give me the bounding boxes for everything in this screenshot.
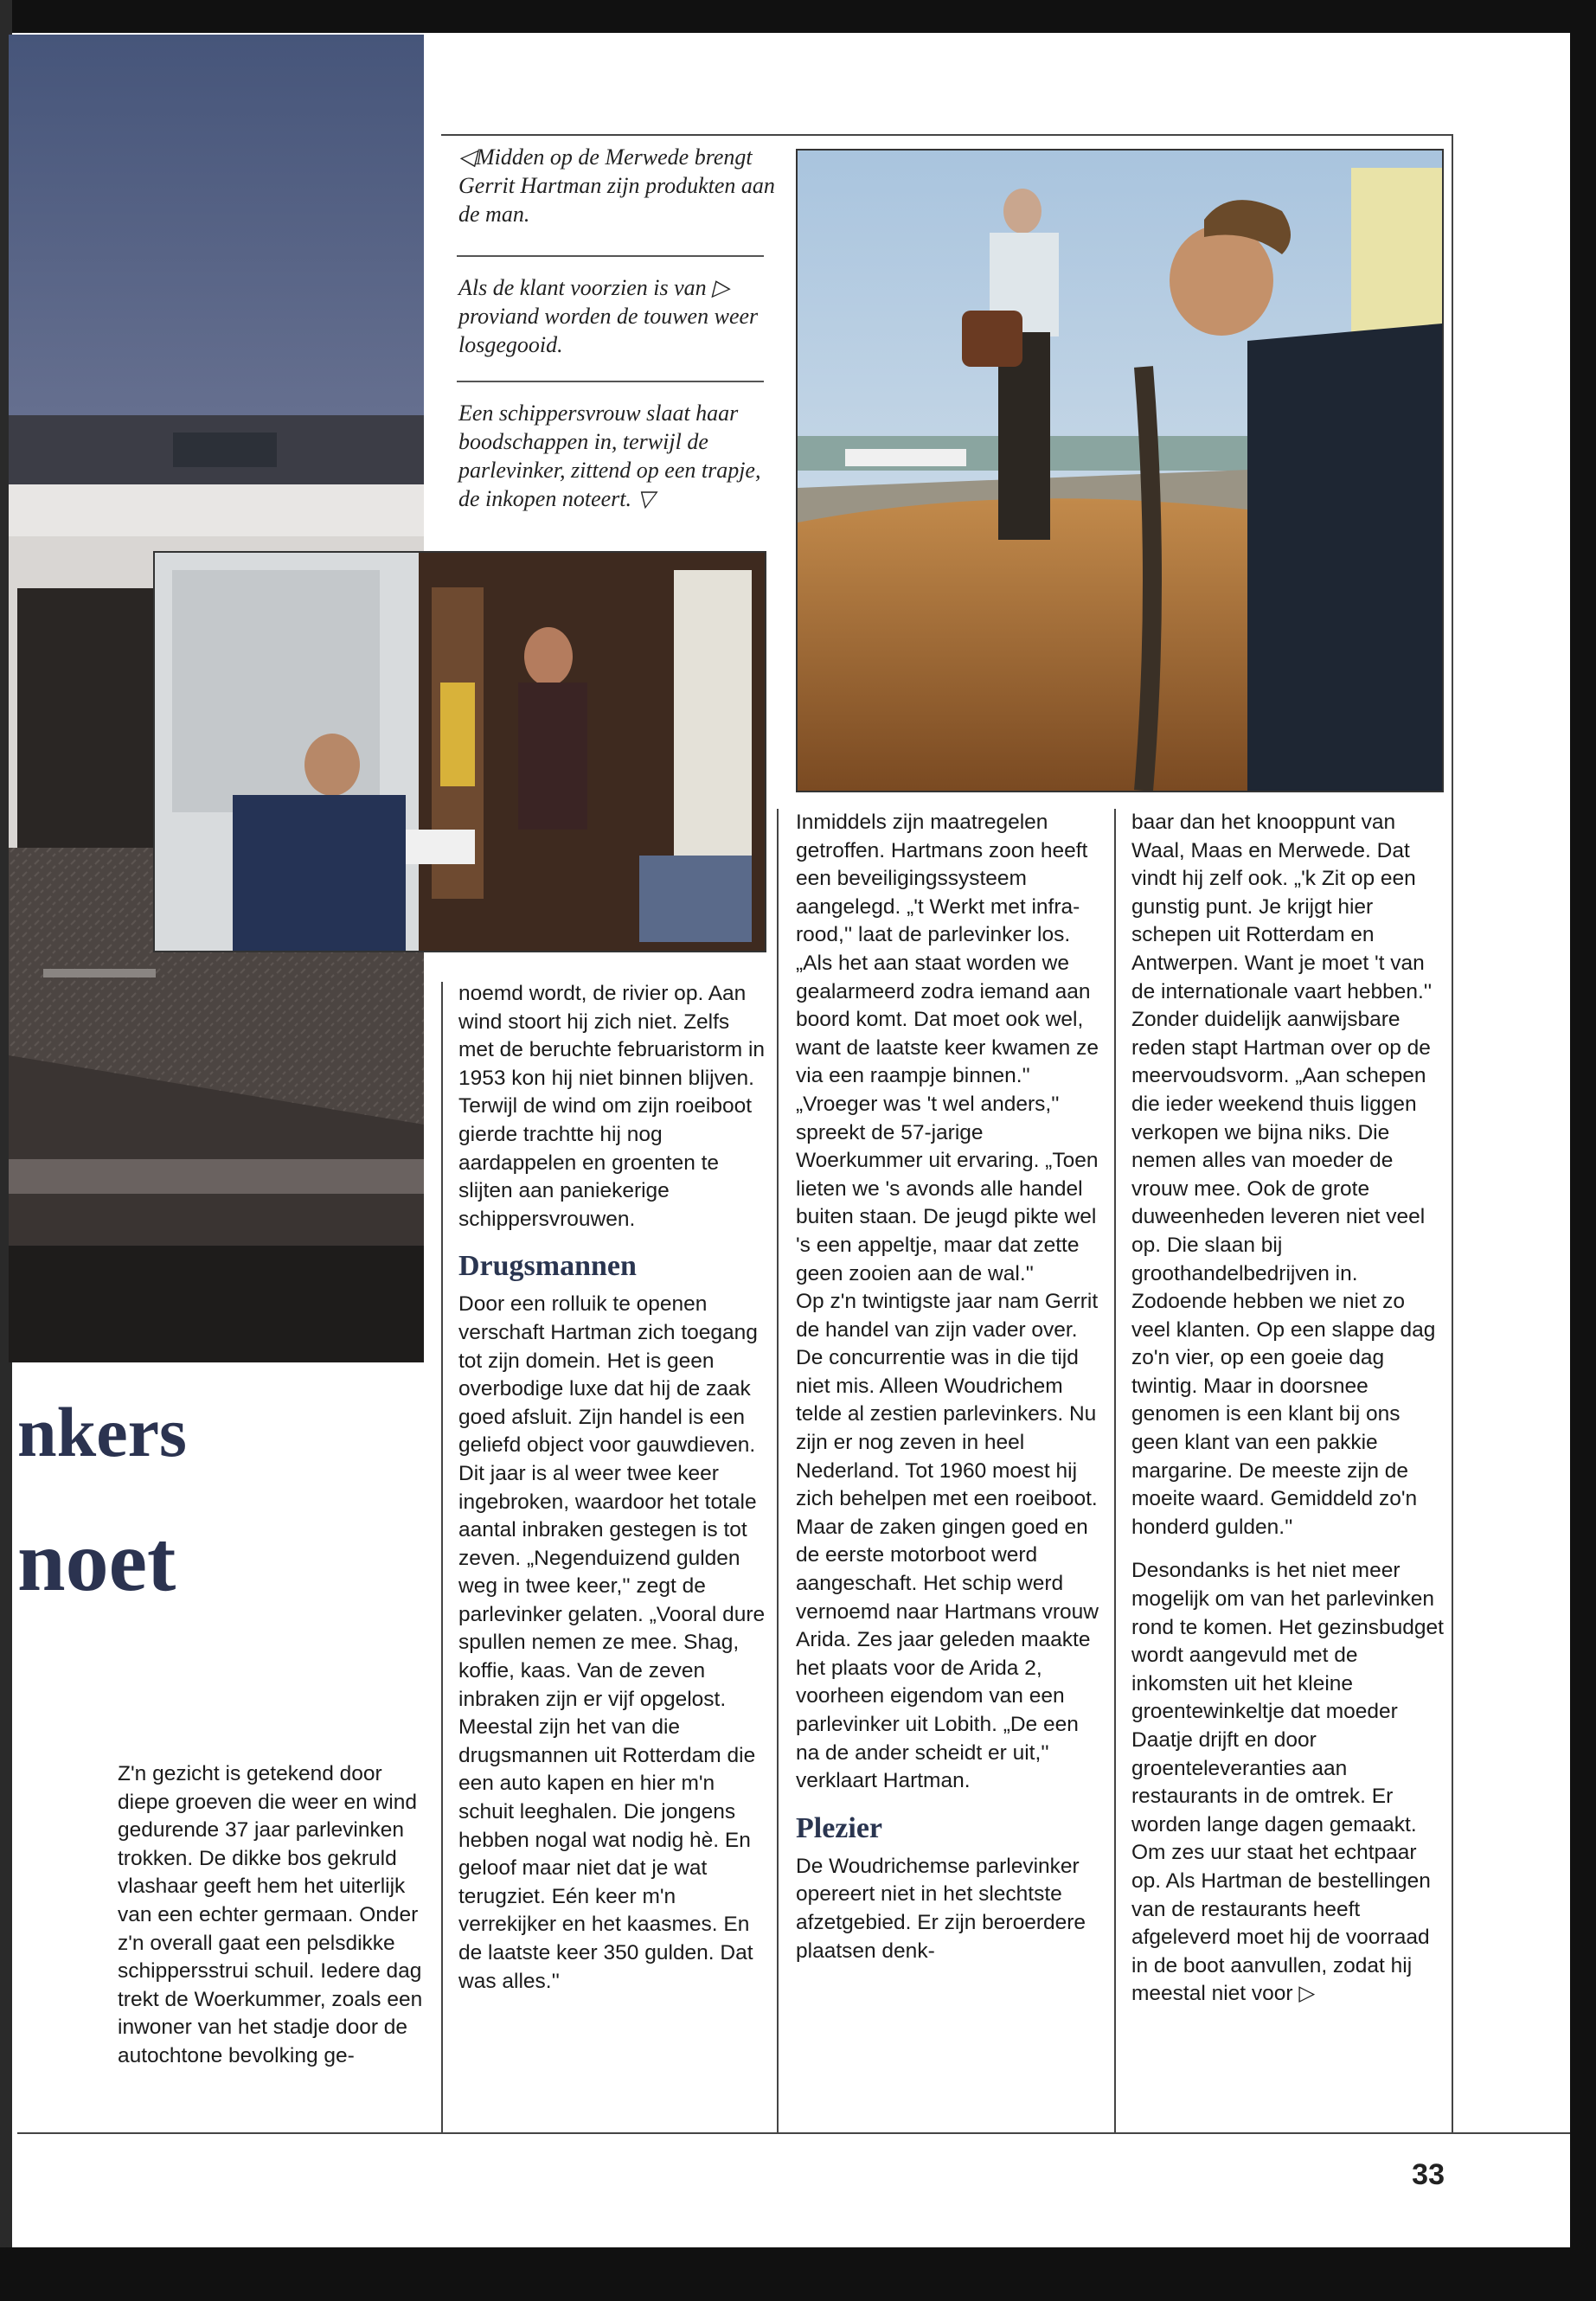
intro-text: Z'n gezicht is getekend door diepe groeven die weer en wind gedurende 37 jaar parlevinken trokken. De dikke bos gekruld vlashaar geeft hem het uiterlijk van een echter germaan. Onder z'n overall gaat een pelsdikke schippersstrui schuil. Iedere dag trekt de Woerkummer, zoals een inwoner van het stadje door de autochtone bevolking ge- — [118, 1762, 423, 2067]
caption-top: ◁Midden op de Merwede brengt Gerrit Hartman zijn produkten aan de man. — [458, 144, 775, 227]
caption-bottom: Een schippersvrouw slaat haar boodschappen in, terwijl de parlevinker, zittend op een trapje, de inkopen noteert. ▽ — [458, 401, 761, 511]
column2-paragraph-1: Inmiddels zijn maatregelen getroffen. Hartmans zoon heeft een beveiligingssysteem aangelegd. „'t Werkt met infra-rood,'' laat de parlevinker los. — [796, 811, 1088, 947]
column2-paragraph-2: „Als het aan staat worden we gealarmeerd zodra iemand aan boord komt. Dat moet ook wel, want de laatste keer kwamen ze via een raampje binnen.'' — [796, 951, 1099, 1088]
column-rule-2 — [777, 809, 779, 2132]
column-rule-3 — [1114, 809, 1116, 2132]
headline-line-1: nkers — [17, 1393, 187, 1471]
column1-paragraph-2: Door een rolluik te openen verschaft Hartman zich toegang tot zijn domein. Het is geen overbodige luxe dat hij de zaak goed afsluit. Zijn handel is een geliefd object voor gauwdieven. Dit jaar is al weer twee keer ingebroken, waardoor het totale aantal inbraken gestegen is tot zeven. „Negenduizend gulden weg in twee keer,'' zegt de parlevinker gelaten. „Vooral dure spullen nemen ze mee. Shag, koffie, kaas. Van de zeven inbraken zijn er vijf opgelost. Meestal zijn het van die drugsmannen uit Rotterdam die een auto kapen en hier m'n schuit leeghalen. Die jongens hebben nogal wat nodig hè. En geloof maar niet dat je wat terugziet. Eén keer m'n verrekijker en het kaasmes. En de laatste keer 350 gulden. Dat was alles.'' — [458, 1292, 766, 1993]
caption-middle: Als de klant voorzien is van ▷ proviand worden de touwen weer losgegooid. — [458, 275, 759, 357]
column2-paragraph-5: De Woudrichemse parlevinker opereert niet in het slechtste afzetgebied. Er zijn beroerdere plaatsen denk- — [796, 1854, 1086, 1963]
caption-divider-1 — [457, 255, 764, 257]
caption-divider-2 — [457, 381, 764, 382]
column-rule-4 — [1452, 134, 1453, 2132]
top-border — [0, 0, 1596, 33]
article-column-3 — [1131, 809, 1445, 2024]
bottom-rule — [17, 2132, 1570, 2134]
column3-paragraph-2: Desondanks is het niet meer mogelijk om van het parlevinken rond te komen. Het gezinsbudget wordt aangevuld met de inkomsten uit het kleine groentewinkeltje dat moeder Daatje drijft en door groenteleveranties aan restaurants in de omtrek. Er worden lange dagen gemaakt. Om zes uur staat het echtpaar op. Als Hartman de bestellingen van de restaurants heeft afgeleverd moet hij de voorraad in de boot aanvullen, zodat hij meestal niet voor ▷ — [1131, 1559, 1444, 2006]
column2-paragraph-3: „Vroeger was 't wel anders,'' spreekt de 57-jarige Woerkummer uit ervaring. „Toen lieten we 's avonds alle handel buiten staan. De jeugd pikte wel 's een appeltje, maar dat zette geen zooien aan de wal.'' — [796, 1092, 1099, 1285]
bottom-border — [0, 2247, 1596, 2301]
article-column-1 — [458, 980, 770, 2011]
column-rule-1 — [441, 982, 443, 2132]
column3-paragraph-1: baar dan het knooppunt van Waal, Maas en Merwede. Dat vindt hij zelf ook. „'k Zit op een gunstig punt. Je krijgt hier schepen uit Rotterdam en Antwerpen. Want je moet 't van de internationale vaart hebben.'' Zonder duidelijk aanwijsbare reden stapt Hartman over op de meervoudsvorm. „Aan schepen die ieder weekend thuis liggen verkopen we bijna niks. Die nemen alles van moeder de vrouw mee. Ook de grote duweenheden leveren niet veel op. Die slaan bij groothandelbedrijven in. Zodoende hebben we niet zo veel klanten. Op een slappe dag zo'n vier, op een goeie dag twintig. Maar in doorsnee genomen is een klant bij ons geen klant van een pakkie margarine. De meeste zijn de moeite waard. Gemiddeld zo'n honderd gulden.'' — [1131, 811, 1436, 1539]
section-heading-plezier: Plezier — [796, 1811, 883, 1844]
article-column-2 — [796, 809, 1107, 1981]
headline-line-2: noet — [17, 1513, 176, 1609]
merwede-photo-topright — [796, 149, 1444, 792]
top-rule — [441, 134, 1453, 136]
column1-paragraph-1: noemd wordt, de rivier op. Aan wind stoort hij zich niet. Zelfs met de beruchte februaristorm in 1953 kon hij niet binnen blijven. Terwijl de wind om zijn roeiboot gierde trachtte hij nog aardappelen en groenten te slijten aan paniekerige schippersvrouwen. — [458, 982, 766, 1231]
column2-paragraph-4: Op z'n twintigste jaar nam Gerrit de handel van zijn vader over. De concurrentie was in die tijd niet mis. Alleen Woudrichem telde al zestien parlevinkers. Nu zijn er nog zeven in heel Nederland. Tot 1960 moest hij zich behelpen met een roeiboot. Maar de zaken gingen goed en de eerste motorboot werd aangeschaft. Het schip werd vernoemd naar Hartmans vrouw Arida. Zes jaar geleden maakte het plaats voor de Arida 2, voorheen eigendom van een parlevinker uit Lobith. „De een na de ander scheidt er uit,'' verklaart Hartman. — [796, 1290, 1099, 1793]
right-border — [1570, 0, 1596, 2301]
intro-paragraph — [118, 1760, 429, 2086]
shop-interior-photo — [153, 551, 766, 952]
section-heading-drugsmannen: Drugsmannen — [458, 1250, 637, 1283]
page-number: 33 — [1412, 2158, 1445, 2191]
